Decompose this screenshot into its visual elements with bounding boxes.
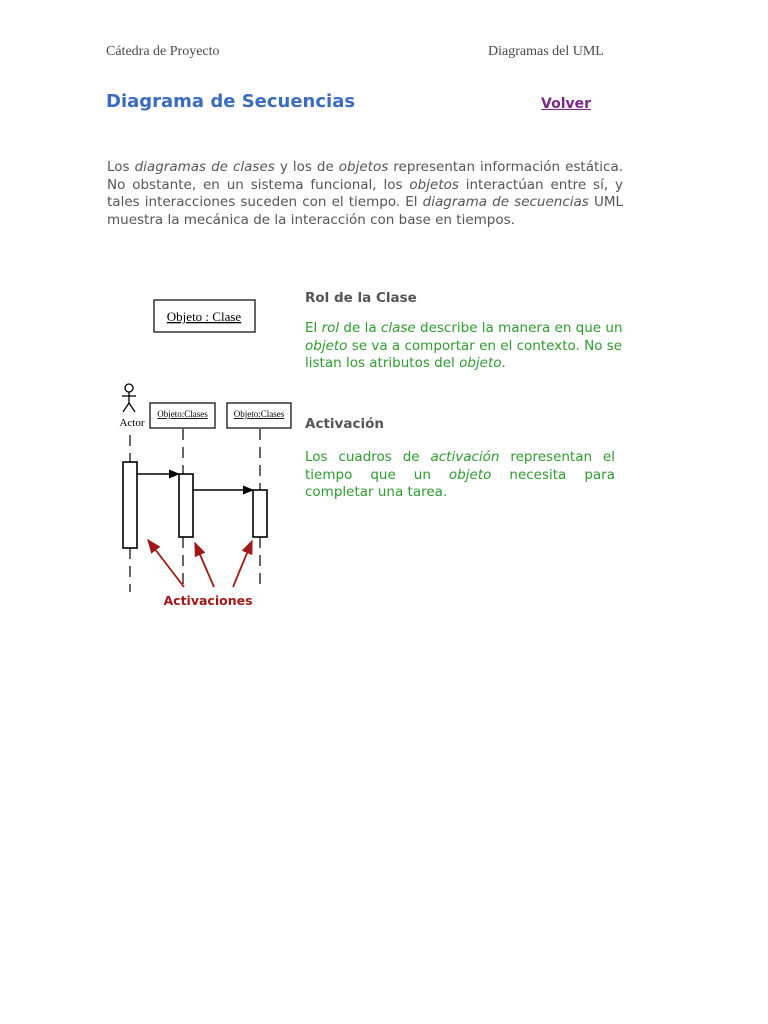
- emphasis-text: objetos: [409, 176, 459, 193]
- emphasis-text: diagrama de secuencias: [422, 194, 589, 211]
- emphasis-text: objeto: [305, 337, 348, 354]
- emphasis-text: clase: [380, 320, 416, 336]
- intro-paragraph: Los diagramas de clases y los de objetos representan información estática. No obstante, en un sistema funcional, los objetos interactúan entre sí, y tales interacciones suceden con el tiempo. El diagrama de secuencias UML muestra la mecánica de la interacción con base en tiempos.: [107, 159, 624, 228]
- lifeline-label-1: Objeto:Clases: [157, 409, 208, 419]
- activation-box-2: [253, 490, 267, 537]
- actor-label: Actor: [119, 417, 145, 429]
- emphasis-text: objetos: [338, 159, 389, 175]
- header-right: Diagramas del UML: [488, 44, 604, 59]
- activation-box-actor: [123, 462, 137, 548]
- emphasis-text: rol: [321, 320, 340, 336]
- emphasis-text: objeto: [459, 355, 502, 372]
- emphasis-text: diagramas de clases: [134, 159, 275, 175]
- activation-box-1: [179, 474, 193, 537]
- header-left: Cátedra de Proyecto: [106, 44, 220, 59]
- class-role-box-label: Objeto : Clase: [166, 309, 242, 324]
- page-title: Diagrama de Secuencias: [106, 91, 356, 112]
- activation-pointer-3: [233, 541, 252, 587]
- class-role-box: [154, 300, 255, 332]
- emphasis-text: objeto: [448, 466, 492, 483]
- section-title-rol: Rol de la Clase: [305, 290, 417, 306]
- section-title-activacion: Activación: [305, 416, 384, 432]
- volver-link[interactable]: Volver: [541, 96, 592, 112]
- emphasis-text: activación: [430, 449, 500, 465]
- activation-pointer-2: [195, 543, 214, 587]
- actor-icon: [122, 384, 136, 412]
- activations-label: Activaciones: [163, 593, 253, 608]
- activation-pointer-1: [148, 540, 184, 587]
- section-body-rol: El rol de la clase describe la manera en que un objeto se va a comportar en el contexto. No se listan los atributos del objeto.: [305, 320, 623, 372]
- lifeline-header-2: [227, 403, 291, 428]
- lifeline-label-2: Objeto:Clases: [233, 409, 285, 419]
- section-body-activacion: Los cuadros de activación representan el tiempo que un objeto necesita para completar una tarea.: [305, 449, 616, 501]
- lifeline-header-1: [150, 403, 215, 428]
